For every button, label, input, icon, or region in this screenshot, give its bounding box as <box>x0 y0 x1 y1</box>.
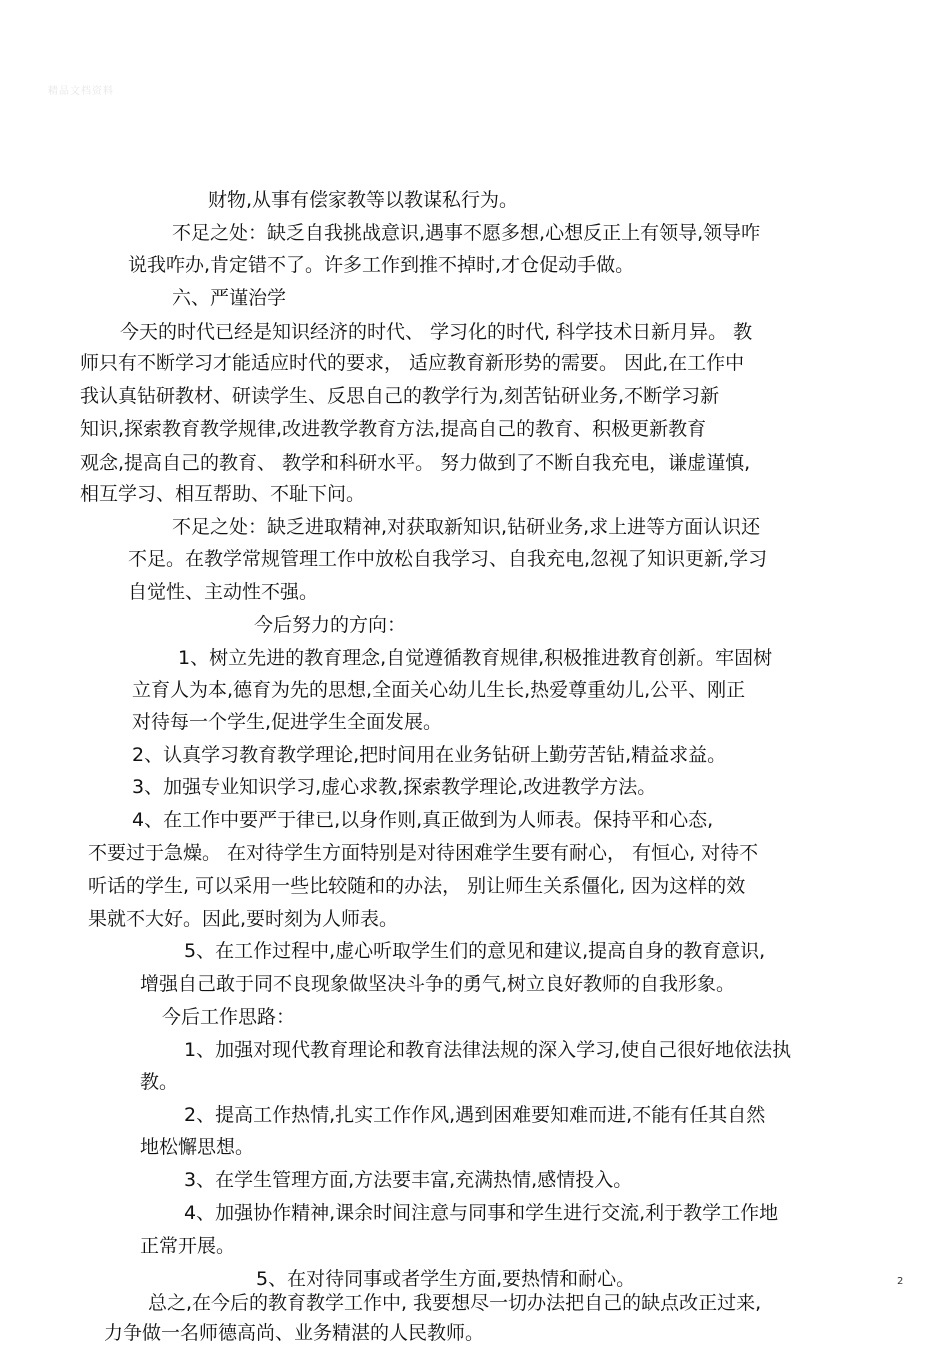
text-line: 教。 <box>140 1071 179 1093</box>
text-line: 力争做一名师德高尚、业务精湛的人民教师。 <box>104 1322 485 1344</box>
text-line: 总之,在今后的教育教学工作中, 我要想尽一切办法把自己的缺点改正过来, <box>148 1292 762 1314</box>
list-item: 3、在学生管理方面,方法要丰富,充满热情,感情投入。 <box>184 1169 633 1191</box>
text-line: 师只有不断学习才能适应时代的要求， 适应教育新形势的需要。 因此,在工作中 <box>80 352 745 374</box>
list-item: 5、在对待同事或者学生方面,要热情和耐心。 <box>256 1268 636 1290</box>
list-item: 3、加强专业知识学习,虚心求教,探索教学理论,改进教学方法。 <box>132 776 657 798</box>
list-item: 2、提高工作热情,扎实工作作风,遇到困难要知难而进,不能有任其自然 <box>184 1104 766 1126</box>
text-line: 立育人为本,德育为先的思想,全面关心幼儿生长,热爱尊重幼儿,公平、刚正 <box>132 679 746 701</box>
text-line: 观念,提高自己的教育、 教学和科研水平。 努力做到了不断自我充电，谦虚谨慎, <box>80 452 751 474</box>
section-heading: 六、严谨治学 <box>172 287 287 309</box>
list-item: 4、加强协作精神,课余时间注意与同事和学生进行交流,利于教学工作地 <box>184 1202 779 1224</box>
text-line: 不足。在教学常规管理工作中放松自我学习、自我充电,忽视了知识更新,学习 <box>128 548 768 570</box>
text-line: 相互学习、相互帮助、不耻下问。 <box>80 483 366 505</box>
text-line: 我认真钻研教材、研读学生、反思自己的教学行为,刻苦钻研业务,不断学习新 <box>80 385 720 407</box>
text-line: 不要过于急燥。 在对待学生方面特别是对待困难学生要有耐心， 有恒心, 对待不 <box>88 842 759 864</box>
list-item: 1、树立先进的教育理念,自觉遵循教育规律,积极推进教育创新。牢固树 <box>178 647 773 669</box>
text-line: 财物,从事有偿家教等以教谋私行为。 <box>208 189 519 211</box>
text-line: 自觉性、主动性不强。 <box>128 581 319 603</box>
text-line: 说我咋办,肯定错不了。许多工作到推不掉时,才仓促动手做。 <box>128 254 635 276</box>
list-item: 1、加强对现代教育理论和教育法律法规的深入学习,使自己很好地依法执 <box>184 1039 792 1061</box>
text-line: 听话的学生, 可以采用一些比较随和的办法， 别让师生关系僵化, 因为这样的效 <box>88 875 746 897</box>
header-watermark: 精品文档资料 <box>48 86 114 97</box>
text-line: 不足之处：缺乏自我挑战意识,遇事不愿多想,心想反正上有领导,领导咋 <box>172 222 761 244</box>
text-line: 不足之处：缺乏进取精神,对获取新知识,钻研业务,求上进等方面认识还 <box>172 516 761 538</box>
text-line: 对待每一个学生,促进学生全面发展。 <box>132 711 443 733</box>
text-line: 今天的时代已经是知识经济的时代、 学习化的时代, 科学技术日新月异。 教 <box>120 321 753 343</box>
page-number: 2 <box>897 1276 904 1287</box>
list-item: 2、认真学习教育教学理论,把时间用在业务钻研上勤劳苦钻,精益求益。 <box>132 744 727 766</box>
text-line: 正常开展。 <box>140 1235 236 1257</box>
text-line: 果就不大好。因此,要时刻为人师表。 <box>88 908 399 930</box>
list-item: 5、在工作过程中,虚心听取学生们的意见和建议,提高自身的教育意识, <box>184 940 766 962</box>
list-item: 4、在工作中要严于律已,以身作则,真正做到为人师表。保持平和心态, <box>132 809 714 831</box>
text-line: 地松懈思想。 <box>140 1136 255 1158</box>
text-line: 知识,探索教育教学规律,改进教学教育方法,提高自己的教育、积极更新教育 <box>80 418 707 440</box>
section-heading: 今后努力的方向： <box>254 614 407 636</box>
text-line: 增强自己敢于同不良现象做坚决斗争的勇气,树立良好教师的自我形象。 <box>140 973 736 995</box>
section-heading: 今后工作思路： <box>162 1006 296 1028</box>
